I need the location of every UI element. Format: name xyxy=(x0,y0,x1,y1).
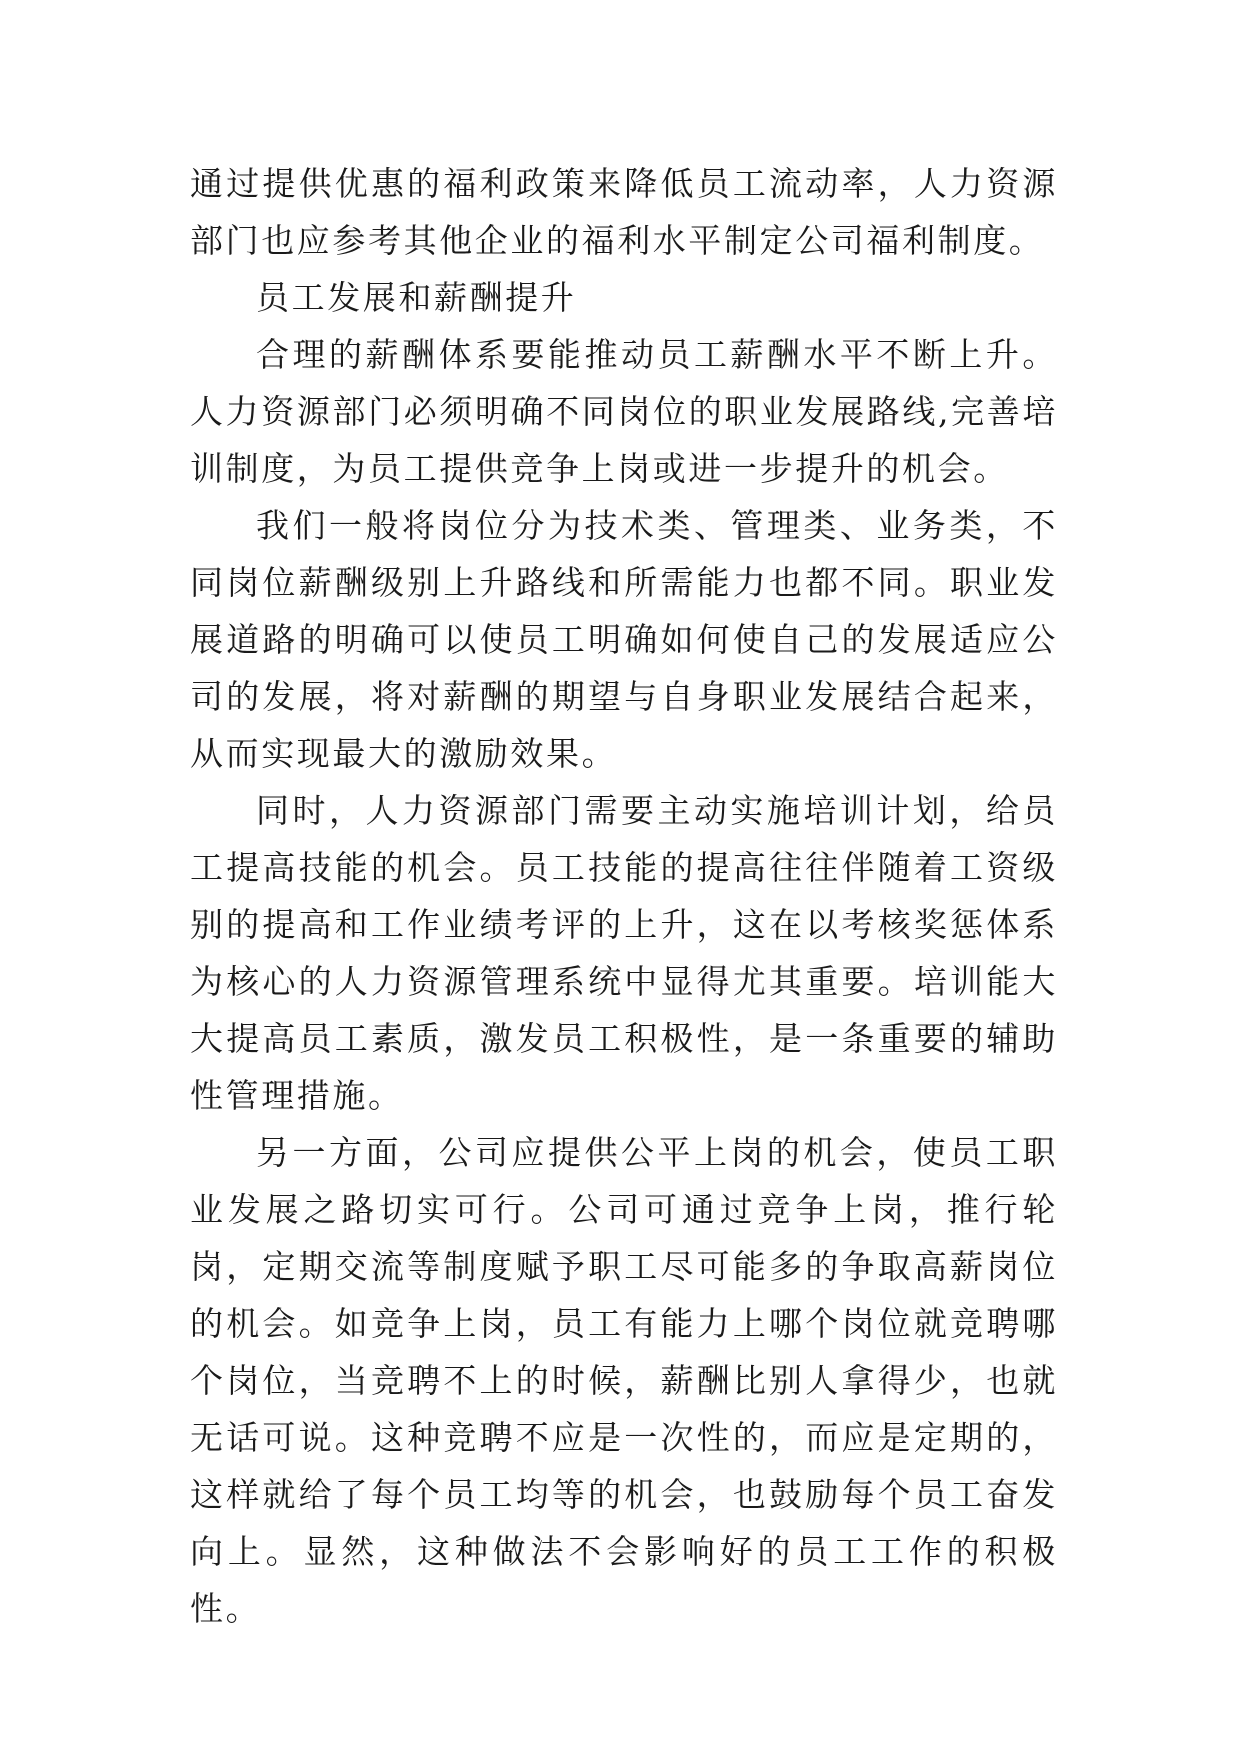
document-body xyxy=(190,155,1058,1637)
section-heading-development-pay: 员工发展和薪酬提升 xyxy=(256,278,577,317)
paragraph-pay-system: 合理的薪酬体系要能推动员工薪酬水平不断上升。人力资源部门必须明确不同岗位的职业发展路线,完善培训制度，为员工提供竞争上岗或进一步提升的机会。 xyxy=(190,335,1058,488)
paragraph-welfare-policy: 通过提供优惠的福利政策来降低员工流动率，人力资源部门也应参考其他企业的福利水平制定公司福利制度。 xyxy=(190,164,1058,260)
paragraph-position-types: 我们一般将岗位分为技术类、管理类、业务类，不同岗位薪酬级别上升路线和所需能力也都不同。职业发展道路的明确可以使员工明确如何使自己的发展适应公司的发展，将对薪酬的期望与自身职业发展结合起来，从而实现最大的激励效果。 xyxy=(190,506,1058,773)
paragraph-fair-promotion: 另一方面，公司应提供公平上岗的机会，使员工职业发展之路切实可行。公司可通过竞争上岗，推行轮岗，定期交流等制度赋予职工尽可能多的争取高薪岗位的机会。如竞争上岗，员工有能力上哪个岗位就竞聘哪个岗位，当竞聘不上的时候，薪酬比别人拿得少，也就无话可说。这种竞聘不应是一次性的，而应是定期的，这样就给了每个员工均等的机会，也鼓励每个员工奋发向上。显然，这种做法不会影响好的员工工作的积极性。 xyxy=(190,1133,1058,1628)
paragraph-training: 同时，人力资源部门需要主动实施培训计划，给员工提高技能的机会。员工技能的提高往往伴随着工资级别的提高和工作业绩考评的上升，这在以考核奖惩体系为核心的人力资源管理系统中显得尤其重要。培训能大大提高员工素质，激发员工积极性，是一条重要的辅助性管理措施。 xyxy=(190,791,1058,1115)
